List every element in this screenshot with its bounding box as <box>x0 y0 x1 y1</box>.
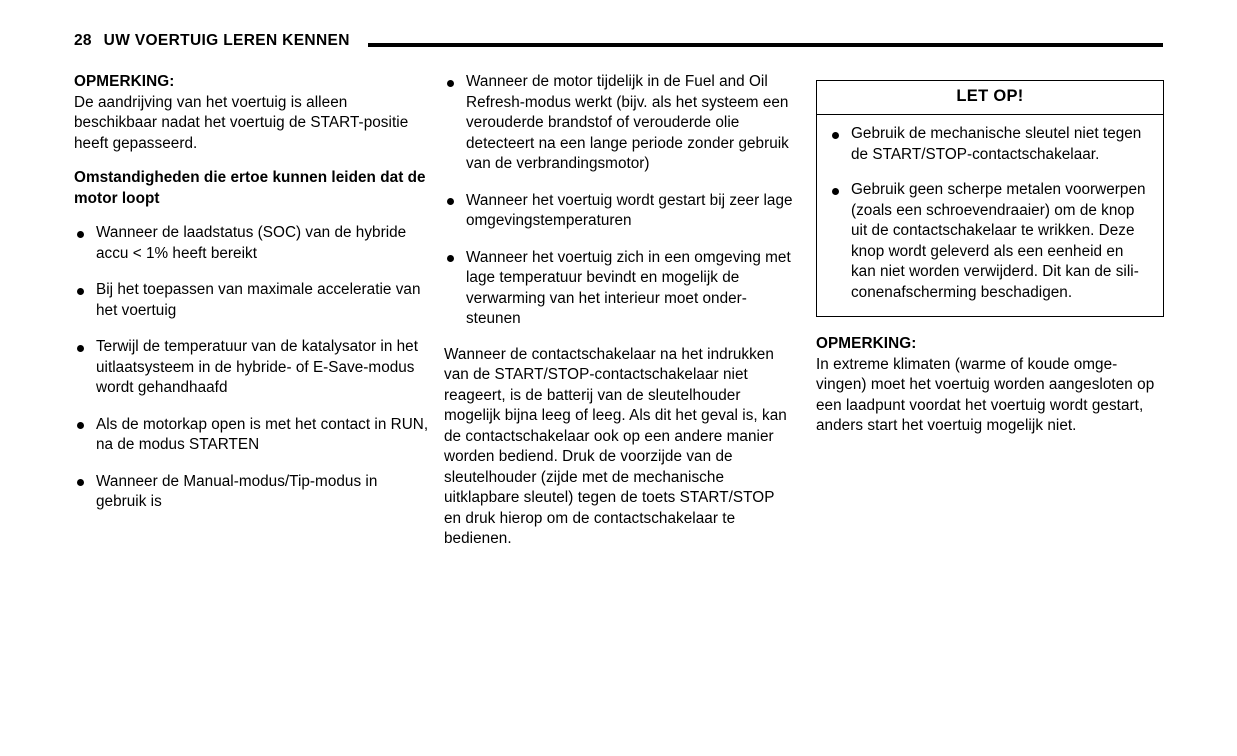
list-item <box>74 337 429 399</box>
bullet-dot-icon <box>447 198 454 205</box>
header-title: UW VOERTUIG LEREN KENNEN <box>103 32 350 49</box>
bullet-dot-icon <box>77 422 84 429</box>
list-item-text: Wanneer het voertuig zich in een omgeving met lage temperatuur bevindt en mogelijk de verwarming van het interieur moet onder-steunen <box>466 248 791 327</box>
list-item-text: Wanneer de motor tijdelijk in de Fuel and Oil Refresh-modus werkt (bijv. als het systeem een verouderde brandstof of verouderde olie detecteert na een lange periode zonder gebruik van de verbrandingsmotor) <box>466 73 789 172</box>
bullet-list-left <box>74 223 429 513</box>
list-item <box>74 223 429 264</box>
caution-title: LET OP! <box>817 81 1163 115</box>
list-item <box>74 280 429 321</box>
list-item-text: Terwijl de temperatuur van de katalysator in het uitlaatsysteem in de hybride- of E-Save-modus wordt gehandhaafd <box>96 338 418 396</box>
bullet-dot-icon <box>77 231 84 238</box>
bullet-dot-icon <box>77 345 84 352</box>
list-item-text: Gebruik de mechanische sleutel niet tegen de START/STOP-contactschakelaar. <box>851 125 1142 163</box>
bullet-list-middle <box>444 72 794 330</box>
list-item-text: Gebruik geen scherpe metalen voorwerpen (zoals een schroevendraaier) om de knop uit de contactschakelaar te wrikken. Deze knop wordt geleverd als een eenheid en kan niet worden verwijderd. Dit kan de sili-conenafscherming beschadigen. <box>851 181 1146 301</box>
header-rule <box>368 43 1163 47</box>
bullet-dot-icon <box>447 255 454 262</box>
column-left <box>74 72 429 513</box>
list-item-text: Wanneer de Manual-modus/Tip-modus in gebruik is <box>96 472 378 510</box>
bullet-dot-icon <box>77 479 84 486</box>
bullet-dot-icon <box>77 288 84 295</box>
subheading-engine-running: Omstandigheden die ertoe kunnen leiden dat de motor loopt <box>74 169 426 207</box>
list-item-text: Wanneer de laadstatus (SOC) van de hybride accu < 1% heeft bereikt <box>96 224 407 262</box>
note-text-right: In extreme klimaten (warme of koude omge-vingen) moet het voertuig worden aangesloten op een laadpunt voordat het voertuig wordt gestart, anders start het voertuig mogelijk niet. <box>816 355 1155 434</box>
list-item <box>74 415 429 456</box>
note-label-left: OPMERKING: <box>74 73 175 90</box>
column-right <box>816 72 1164 437</box>
page-number: 28 <box>74 32 92 49</box>
list-item <box>444 191 794 232</box>
bullet-dot-icon <box>832 188 839 195</box>
list-item <box>444 72 794 175</box>
list-item-text: Bij het toepassen van maximale acceleratie van het voertuig <box>96 281 421 319</box>
list-item-text: Wanneer het voertuig wordt gestart bij zeer lage omgevingstemperaturen <box>466 191 793 229</box>
list-item-text: Als de motorkap open is met het contact in RUN, na de modus STARTEN <box>96 415 429 453</box>
list-item <box>444 248 794 330</box>
column-middle <box>444 72 794 550</box>
list-item <box>829 124 1151 165</box>
note-text-left: De aandrijving van het voertuig is alleen beschikbaar nadat het voertuig de START-positie heeft gepasseerd. <box>74 93 409 152</box>
caution-box <box>816 80 1164 317</box>
caution-body <box>817 115 1163 316</box>
bullet-dot-icon <box>832 132 839 139</box>
bullet-dot-icon <box>447 80 454 87</box>
list-item <box>74 472 429 513</box>
list-item <box>829 180 1151 303</box>
bullet-list-caution <box>829 124 1151 303</box>
paragraph-ignition-switch: Wanneer de contactschakelaar na het indrukken van de START/STOP-contactschakelaar niet reageert, is de batterij van de sleutelhouder mogelijk bijna leeg of leeg. Als dit het geval is, kan de contactschakelaar ook op een andere manier worden bediend. Druk de voorzijde van de sleutelhouder (zijde met de mechanische uitklapbare sleutel) tegen de toets START/STOP en druk hierop om de contactschakelaar te bedienen. <box>444 345 787 547</box>
note-label-right: OPMERKING: <box>816 335 917 352</box>
page-header <box>74 33 1163 49</box>
